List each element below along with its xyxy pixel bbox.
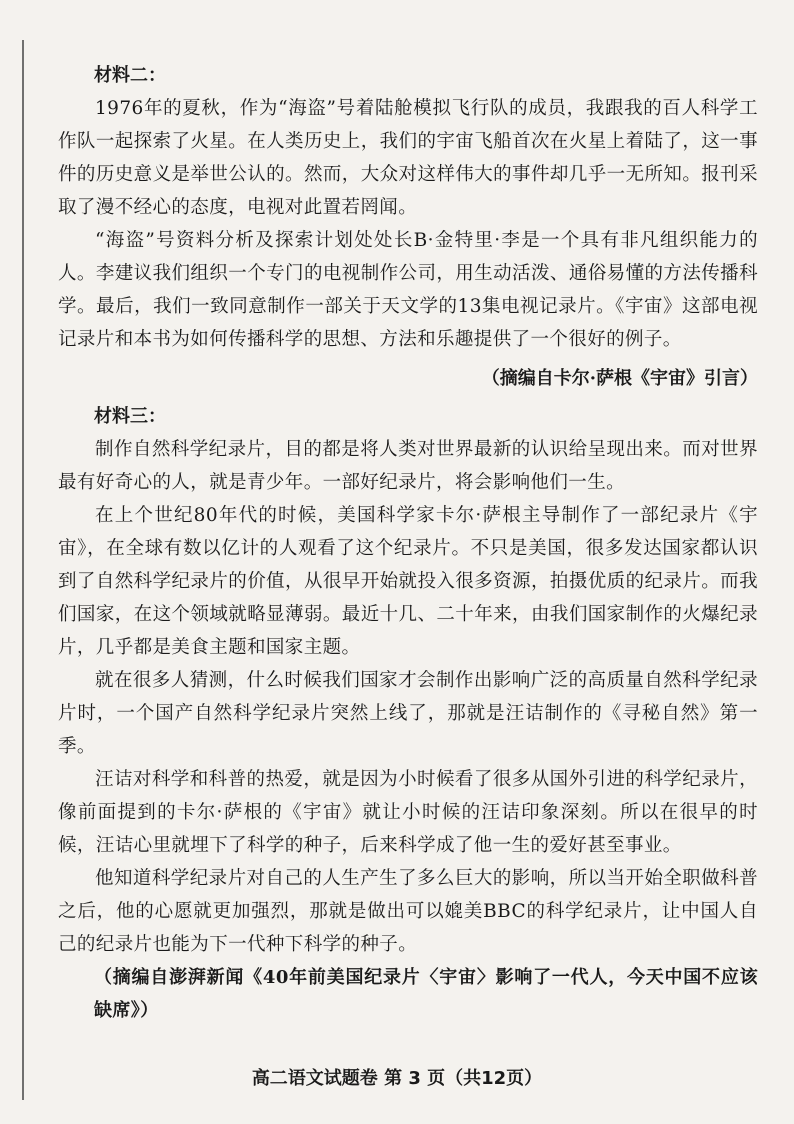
material2-source: （摘编自卡尔·萨根《宇宙》引言） (481, 368, 758, 389)
material3-paragraph: 他知道科学纪录片对自己的人生产生了多么巨大的影响，所以当开始全职做科普之后，他的心愿就更加强烈，那就是做出可以媲美BBC的科学纪录片，让中国人自己的纪录片也能为下一代种下科学的种子。 (58, 868, 758, 955)
material3-paragraph: 汪诘对科学和科普的热爱，就是因为小时候看了很多从国外引进的科学纪录片，像前面提到的卡尔·萨根的《宇宙》就让小时候的汪诘印象深刻。所以在很早的时候，汪诘心里就埋下了科学的种子，后来科学成了他一生的爱好甚至事业。 (58, 769, 758, 856)
material2-heading: 材料二： (94, 65, 166, 86)
binding-margin-line (22, 40, 24, 1100)
material2-paragraph: 1976年的夏秋，作为“海盗”号着陆舱模拟飞行队的成员，我跟我的百人科学工作队一起探索了火星。在人类历史上，我们的宇宙飞船首次在火星上着陆了，这一事件的历史意义是举世公认的。然而，大众对这样伟大的事件却几乎一无所知。报刊采取了漫不经心的态度，电视对此置若罔闻。 (58, 98, 758, 218)
page-footer: 高二语文试题卷 第 3 页（共12页） (251, 1068, 543, 1089)
material3-paragraph: 在上个世纪80年代的时候，美国科学家卡尔·萨根主导制作了一部纪录片《宇宙》，在全球有数以亿计的人观看了这个纪录片。不只是美国，很多发达国家都认识到了自然科学纪录片的价值，从很早开始就投入很多资源，拍摄优质的纪录片。而我们国家，在这个领域就略显薄弱。最近十几、二十年来，由我们国家制作的火爆纪录片，几乎都是美食主题和国家主题。 (58, 505, 758, 658)
page-content (58, 60, 758, 1027)
material3-heading: 材料三： (94, 406, 166, 427)
material3-paragraph: 就在很多人猜测，什么时候我们国家才会制作出影响广泛的高质量自然科学纪录片时，一个国产自然科学纪录片突然上线了，那就是汪诘制作的《寻秘自然》第一季。 (58, 670, 758, 757)
material3-paragraph: 制作自然科学纪录片，目的都是将人类对世界最新的认识给呈现出来。而对世界最有好奇心的人，就是青少年。一部好纪录片，将会影响他们一生。 (58, 439, 758, 493)
material2-paragraph: “海盗”号资料分析及探索计划处处长B·金特里·李是一个具有非凡组织能力的人。李建议我们组织一个专门的电视制作公司，用生动活泼、通俗易懂的方法传播科学。最后，我们一致同意制作一部关于天文学的13集电视记录片。《宇宙》这部电视记录片和本书为如何传播科学的思想、方法和乐趣提供了一个很好的例子。 (58, 230, 758, 350)
material3-source: （摘编自澎湃新闻《40年前美国纪录片〈宇宙〉影响了一代人，今天中国不应该缺席》） (94, 967, 758, 1021)
